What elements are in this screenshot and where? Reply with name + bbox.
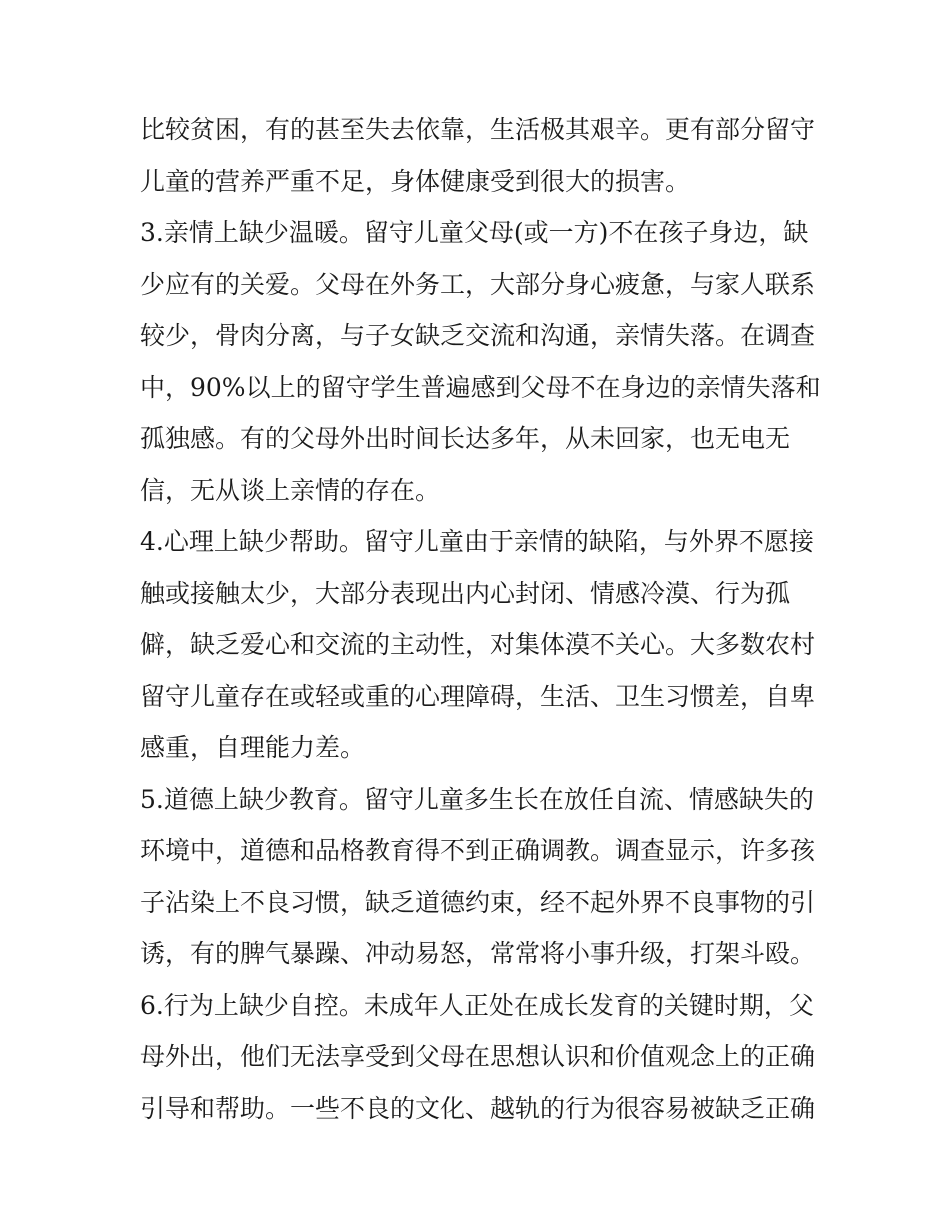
body-text [140,104,820,1134]
text-line: 较少，骨肉分离，与子女缺乏交流和沟通，亲情失落。在调查 [140,321,816,350]
text-line: 比较贫困，有的甚至失去依靠，生活极其艰辛。更有部分留守 [140,115,816,144]
text-line: 僻，缺乏爱心和交流的主动性，对集体漠不关心。大多数农村 [140,630,816,659]
text-line: 感重，自理能力差。 [140,733,366,762]
text-line: 环境中，道德和品格教育得不到正确调教。调查显示，许多孩 [140,836,816,865]
text-line: 留守儿童存在或轻或重的心理障碍，生活、卫生习惯差，自卑 [140,681,816,711]
text-line: 诱，有的脾气暴躁、冲动易怒，常常将小事升级，打架斗殴。 [140,939,816,968]
text-line: 6.行为上缺少自控。未成年人正处在成长发育的关键时期，父 [140,990,814,1020]
text-line: 4.心理上缺少帮助。留守儿童由于亲情的缺陷，与外界不愿接 [140,527,814,556]
text-line: 信，无从谈上亲情的存在。 [140,475,441,505]
text-line: 3.亲情上缺少温暖。留守儿童父母(或一方)不在孩子身边，缺 [140,218,809,247]
text-line: 5.道德上缺少教育。留守儿童多生长在放任自流、情感缺失的 [140,784,814,814]
text-line: 儿童的营养严重不足，身体健康受到很大的损害。 [140,166,691,196]
text-line: 孤独感。有的父母外出时间长达多年，从未回家，也无电无 [140,424,791,453]
text-line: 中，90%以上的留守学生普遍感到父母不在身边的亲情失落和 [140,372,821,402]
text-line: 触或接触太少，大部分表现出内心封闭、情感冷漠、行为孤 [140,578,791,608]
text-line: 母外出，他们无法享受到父母在思想认识和价值观念上的正确 [140,1042,816,1071]
text-line: 少应有的关爱。父母在外务工，大部分身心疲惫，与家人联系 [140,269,816,299]
text-line: 引导和帮助。一些不良的文化、越轨的行为很容易被缺乏正确 [140,1093,816,1123]
text-line: 子沾染上不良习惯，缺乏道德约束，经不起外界不良事物的引 [140,887,816,917]
